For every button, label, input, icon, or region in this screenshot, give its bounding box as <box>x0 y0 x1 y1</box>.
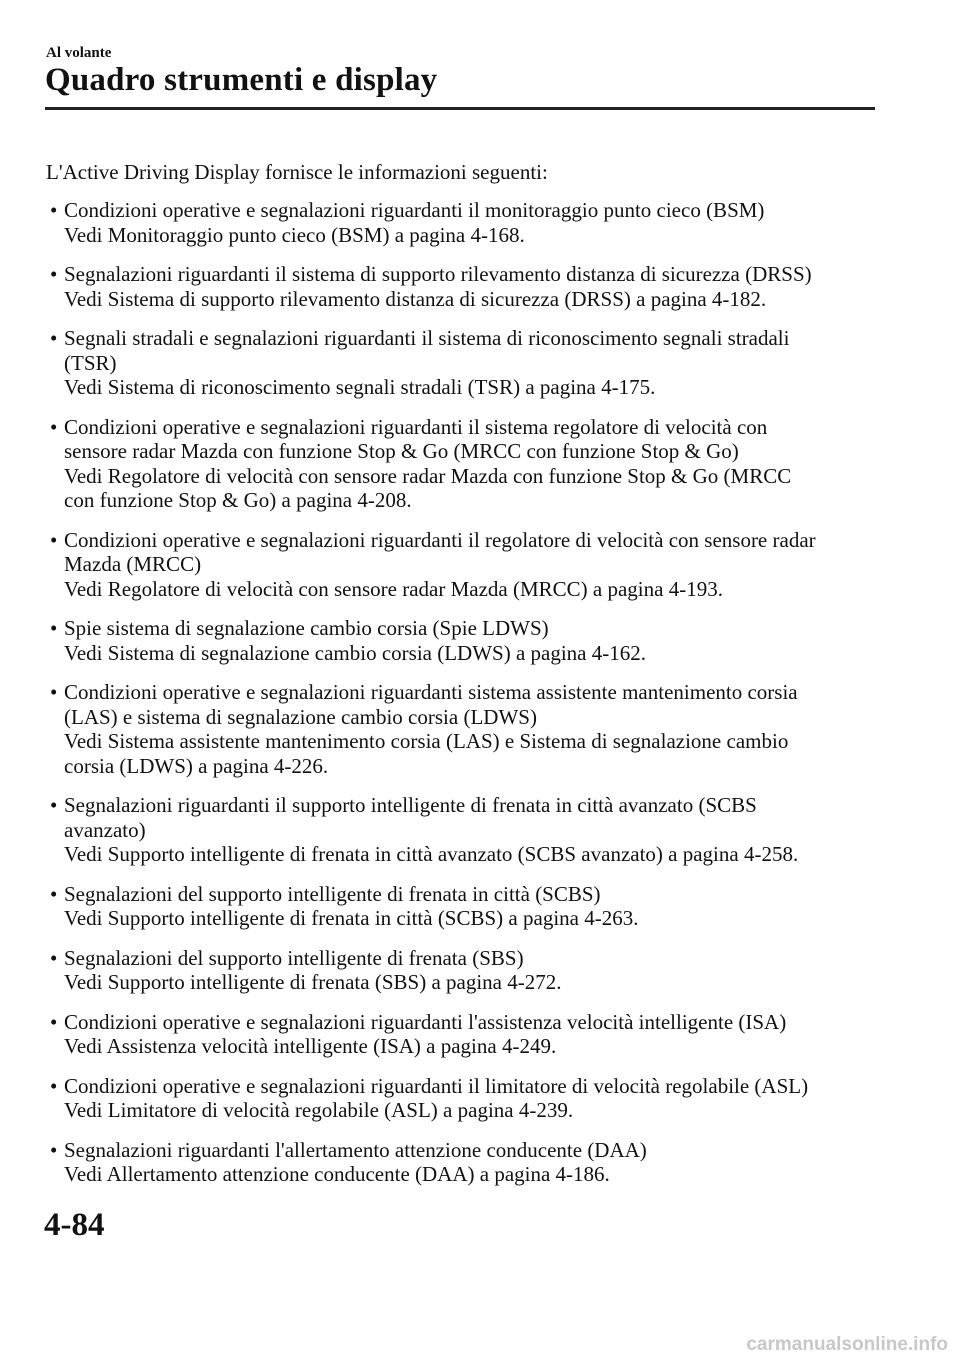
item-text-line: Segnalazioni riguardanti il supporto intelligente di frenata in città avanzato (SCBS <box>64 793 757 817</box>
page-reference-link[interactable]: Vedi Sistema di supporto rilevamento distanza di sicurezza (DRSS) a pagina 4-182. <box>64 286 767 311</box>
bullet-icon: • <box>50 326 58 350</box>
item-text-line: Segnali stradali e segnalazioni riguardanti il sistema di riconoscimento segnali stradali <box>64 326 790 350</box>
item-text-line: Condizioni operative e segnalazioni riguardanti il sistema regolatore di velocità con <box>64 414 768 439</box>
bullet-icon: • <box>50 262 58 286</box>
page-reference-link[interactable]: Vedi Limitatore di velocità regolabile (ASL) a pagina 4-239. <box>64 1098 574 1122</box>
bullet-icon: • <box>50 198 58 222</box>
page-reference-link[interactable]: Vedi Sistema di segnalazione cambio corsia (LDWS) a pagina 4-162. <box>64 640 646 665</box>
section-label: Al volante <box>46 45 112 61</box>
page-reference-link[interactable]: Vedi Regolatore di velocità con sensore radar Mazda (MRCC) a pagina 4-193. <box>64 576 723 601</box>
list-item <box>46 680 876 778</box>
item-text-line: (TSR) <box>64 350 117 375</box>
page-reference-link[interactable]: Vedi Assistenza velocità intelligente (ISA) a pagina 4-249. <box>64 1034 557 1058</box>
item-text-line: Condizioni operative e segnalazioni riguardanti il regolatore di velocità con sensore radar <box>64 527 816 552</box>
item-text-line: sensore radar Mazda con funzione Stop & Go (MRCC con funzione Stop & Go) <box>64 439 739 463</box>
bullet-icon: • <box>50 680 58 704</box>
page-title: Quadro strumenti e display <box>45 62 438 98</box>
bullet-icon: • <box>50 414 58 439</box>
list-item <box>46 946 876 995</box>
page-reference-link[interactable]: Vedi Regolatore di velocità con sensore radar Mazda con funzione Stop & Go (MRCC <box>64 463 792 488</box>
item-text-line: Condizioni operative e segnalazioni riguardanti sistema assistente mantenimento corsia <box>64 680 798 704</box>
item-text-line: Segnalazioni del supporto intelligente di frenata in città (SCBS) <box>64 881 601 906</box>
list-item <box>46 793 876 867</box>
list-item <box>46 1010 876 1059</box>
bullet-icon: • <box>50 616 58 640</box>
list-item <box>46 1074 876 1123</box>
page-reference-link[interactable]: Vedi Supporto intelligente di frenata in città avanzato (SCBS avanzato) a pagina 4-258. <box>64 842 799 866</box>
list-item <box>46 616 876 665</box>
page-reference-link[interactable]: Vedi Monitoraggio punto cieco (BSM) a pagina 4-168. <box>64 222 525 247</box>
item-text-line: avanzato) <box>64 817 146 842</box>
intro-text: L'Active Driving Display fornisce le informazioni seguenti: <box>46 160 548 184</box>
list-item <box>46 1138 876 1187</box>
page-reference-link[interactable]: Vedi Sistema di riconoscimento segnali stradali (TSR) a pagina 4-175. <box>64 375 656 399</box>
item-text-line: Condizioni operative e segnalazioni riguardanti l'assistenza velocità intelligente (ISA) <box>64 1009 787 1034</box>
list-item <box>46 882 876 931</box>
bullet-icon: • <box>50 793 58 817</box>
bullet-icon: • <box>50 881 58 906</box>
watermark: carmanualsonline.info <box>746 1334 948 1355</box>
bullet-icon: • <box>50 1073 58 1098</box>
item-text-line: Segnalazioni riguardanti l'allertamento attenzione conducente (DAA) <box>64 1137 647 1162</box>
title-divider <box>45 107 875 110</box>
page-reference-link[interactable]: corsia (LDWS) a pagina 4-226. <box>64 753 329 778</box>
bullet-icon: • <box>50 1009 58 1034</box>
item-text-line: Mazda (MRCC) <box>64 552 202 576</box>
item-text-line: (LAS) e sistema di segnalazione cambio corsia (LDWS) <box>64 704 537 729</box>
info-list <box>46 198 876 1202</box>
list-item <box>46 326 876 400</box>
list-item <box>46 415 876 513</box>
page-reference-link[interactable]: Vedi Allertamento attenzione conducente (DAA) a pagina 4-186. <box>64 1162 610 1186</box>
page-reference-link[interactable]: Vedi Supporto intelligente di frenata (SBS) a pagina 4-272. <box>64 970 562 994</box>
page-reference-link[interactable]: con funzione Stop & Go) a pagina 4-208. <box>64 488 412 512</box>
item-text-line: Segnalazioni riguardanti il sistema di supporto rilevamento distanza di sicurezza (DRSS) <box>64 262 812 286</box>
list-item <box>46 262 876 311</box>
item-text-line: Segnalazioni del supporto intelligente di frenata (SBS) <box>64 945 524 970</box>
item-text-line: Spie sistema di segnalazione cambio corsia (Spie LDWS) <box>64 616 549 640</box>
item-text-line: Condizioni operative e segnalazioni riguardanti il monitoraggio punto cieco (BSM) <box>64 198 765 222</box>
item-text-line: Condizioni operative e segnalazioni riguardanti il limitatore di velocità regolabile (ASL) <box>64 1073 809 1098</box>
list-item <box>46 198 876 247</box>
page-number: 4-84 <box>44 1207 105 1243</box>
list-item <box>46 528 876 602</box>
bullet-icon: • <box>50 1137 58 1162</box>
bullet-icon: • <box>50 527 58 552</box>
page-reference-link[interactable]: Vedi Sistema assistente mantenimento corsia (LAS) e Sistema di segnalazione cambio <box>64 729 789 753</box>
page-reference-link[interactable]: Vedi Supporto intelligente di frenata in città (SCBS) a pagina 4-263. <box>64 906 639 930</box>
bullet-icon: • <box>50 945 58 970</box>
